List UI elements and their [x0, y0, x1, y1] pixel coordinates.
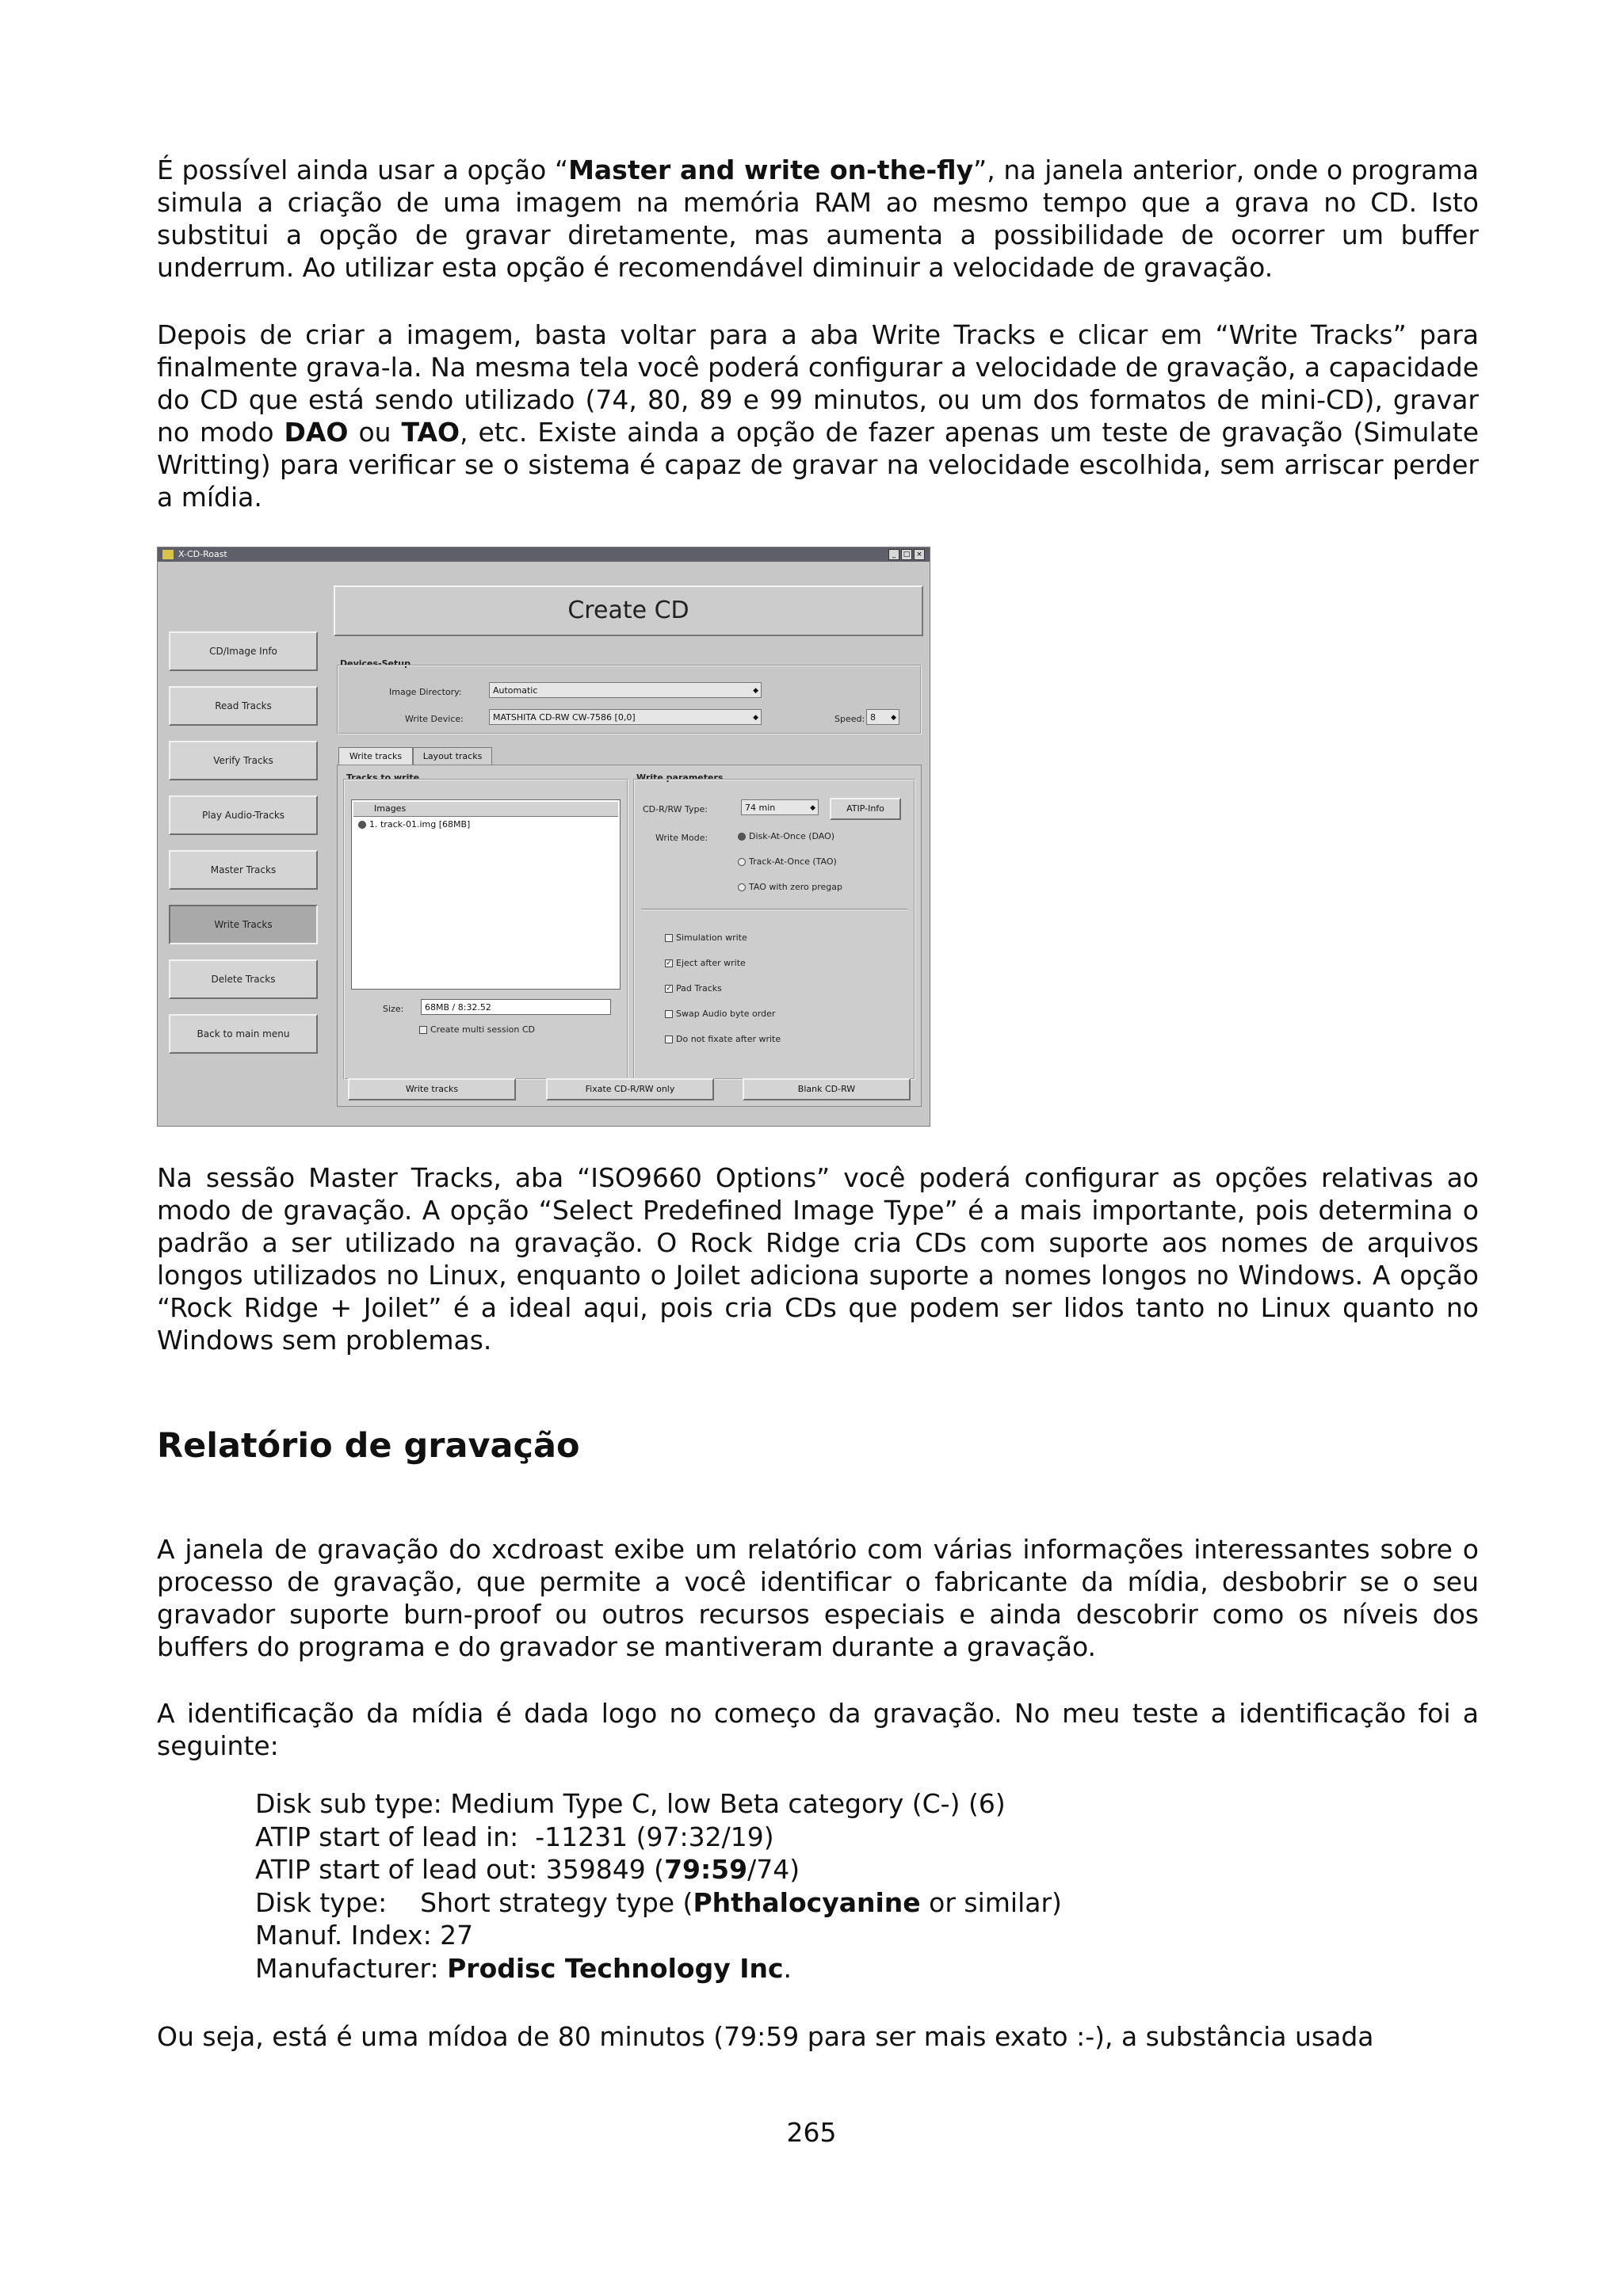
write-device-value: MATSHITA CD-RW CW-7586 [0,0]: [493, 712, 636, 723]
devices-setup-label: Devices-Setup: [340, 658, 411, 669]
window-title: X-CD-Roast: [178, 549, 227, 559]
p1-text: É possível ainda usar a opção “: [157, 154, 569, 185]
write-mode-label: Write Mode:: [655, 833, 708, 843]
divider: [641, 909, 907, 910]
window-titlebar: [158, 547, 930, 562]
disk-type-text-end: or similar): [920, 1886, 1062, 1918]
media-identification-block: [255, 1787, 1062, 1985]
tracks-list[interactable]: [351, 799, 621, 990]
write-mode-tao-zero-pregap-radio[interactable]: [738, 882, 842, 892]
checkbox-checked-icon: ✓: [666, 985, 672, 993]
app-icon: [162, 550, 174, 559]
write-parameters-label: Write parameters: [636, 772, 724, 783]
list-item[interactable]: [358, 819, 470, 830]
swap-audio-byte-order-label: Swap Audio byte order: [676, 1009, 776, 1019]
lead-in-line: ATIP start of lead in: -11231 (97:32/19): [255, 1821, 774, 1852]
paragraph-master-on-the-fly: [157, 154, 1479, 284]
paragraph-write-tracks: [157, 318, 1479, 513]
page-number: 265: [786, 2117, 837, 2148]
p1-text-cont: ”, na janela anterior, onde o programa simula a criação de uma imagem na memória RAM ao mesmo tempo que a grava no CD. Isto substitui a opção de gravar diretamente, mas aumenta a possibilidade de ocorrer um buffer underrum. Ao utilizar esta opção é recomendável diminuir a velocidade de gravação.: [157, 154, 1479, 283]
sidebar-item-master-tracks[interactable]: Master Tracks: [169, 850, 318, 890]
write-mode-dao-radio[interactable]: [738, 831, 834, 841]
maximize-icon[interactable]: □: [901, 549, 912, 560]
speed-spinner[interactable]: [866, 709, 899, 725]
multi-session-checkbox[interactable]: [419, 1024, 535, 1035]
write-mode-dao-label: Disk-At-Once (DAO): [749, 831, 835, 841]
spin-arrows-icon: ◆: [891, 714, 896, 722]
sidebar-item-play-audio-tracks[interactable]: Play Audio-Tracks: [169, 795, 318, 835]
cdrw-type-value: 74 min: [745, 803, 776, 813]
disk-type-bold: Phthalocyanine: [693, 1886, 921, 1918]
manufacturer-text-end: .: [783, 1952, 792, 1984]
pad-tracks-label: Pad Tracks: [676, 983, 722, 994]
section-heading: Relatório de gravação: [157, 1426, 580, 1466]
chevron-down-icon: ◆: [810, 804, 815, 812]
track-selected-icon: [358, 821, 366, 829]
simulation-write-checkbox[interactable]: [665, 933, 747, 943]
eject-after-write-checkbox[interactable]: [665, 958, 746, 968]
pad-tracks-checkbox[interactable]: [665, 983, 722, 994]
p1-bold: Master and write on-the-fly: [568, 154, 974, 185]
write-mode-tao-label: Track-At-Once (TAO): [749, 856, 837, 867]
checkbox-icon: [665, 1010, 673, 1018]
tracks-to-write-label: Tracks to write: [346, 772, 420, 783]
lead-out-text-end: /74): [747, 1854, 800, 1885]
sidebar-item-verify-tracks[interactable]: Verify Tracks: [169, 741, 318, 780]
paragraph-conclusion: Ou seja, está é uma mídoa de 80 minutos (79:59 para ser mais exato :-), a substância usada: [157, 2021, 1374, 2052]
speed-value: 8: [870, 712, 876, 723]
disk-type-line: [255, 1886, 1062, 1920]
list-header-images[interactable]: Images: [353, 802, 618, 817]
do-not-fixate-label: Do not fixate after write: [676, 1034, 781, 1044]
sidebar-item-cd-image-info[interactable]: CD/Image Info: [169, 631, 318, 671]
write-mode-tao-radio[interactable]: [738, 856, 837, 867]
write-device-select[interactable]: [489, 709, 762, 725]
close-icon[interactable]: ×: [914, 549, 925, 560]
checkbox-checked-icon: ✓: [666, 959, 672, 967]
paragraph-media-identification: A identificação da mídia é dada logo no começo da gravação. No meu teste a identificação foi a seguinte:: [157, 1698, 1479, 1761]
radio-selected-icon: [738, 833, 746, 841]
disk-type-text: Disk type: Short strategy type (: [255, 1886, 693, 1918]
sidebar-item-read-tracks[interactable]: Read Tracks: [169, 686, 318, 726]
lead-out-bold: 79:59: [664, 1854, 748, 1885]
do-not-fixate-checkbox[interactable]: [665, 1034, 781, 1044]
size-field: 68MB / 8:32.52: [421, 999, 611, 1015]
sidebar-item-back-to-main-menu[interactable]: Back to main menu: [169, 1014, 318, 1054]
simulation-write-label: Simulation write: [676, 933, 747, 943]
cdrw-type-select[interactable]: [741, 799, 819, 815]
image-directory-label: Image Directory:: [389, 687, 462, 697]
write-device-label: Write Device:: [405, 714, 464, 724]
radio-icon: [738, 858, 746, 866]
blank-cdrw-button[interactable]: Blank CD-RW: [743, 1078, 911, 1100]
fixate-cdrw-only-button[interactable]: Fixate CD-R/RW only: [546, 1078, 714, 1100]
chevron-down-icon: ◆: [753, 687, 758, 695]
page-title: Create CD: [334, 585, 923, 636]
atip-info-button[interactable]: ATIP-Info: [830, 798, 901, 820]
paragraph-report-window: A janela de gravação do xcdroast exibe um relatório com várias informações interessantes sobre o processo de gravação, que permite a você identificar o fabricante da mídia, desbobrir se o seu gravador suporte burn-proof ou outros recursos especiais e ainda descobrir como os níveis dos buffers do programa e do gravador se mantiveram durante a gravação.: [157, 1534, 1479, 1662]
write-mode-tao-zero-label: TAO with zero pregap: [749, 882, 842, 892]
manufacturer-bold: Prodisc Technology Inc: [447, 1952, 784, 1984]
track-item-label: 1. track-01.img [68MB]: [369, 819, 471, 830]
lead-out-text: ATIP start of lead out: 359849 (: [255, 1854, 665, 1885]
swap-audio-byte-order-checkbox[interactable]: [665, 1009, 775, 1019]
speed-label: Speed:: [834, 714, 865, 724]
disk-sub-type-line: Disk sub type: Medium Type C, low Beta category (C-) (6): [255, 1788, 1006, 1819]
image-directory-select[interactable]: [489, 682, 762, 698]
multi-session-label: Create multi session CD: [430, 1024, 536, 1035]
write-tracks-button[interactable]: Write tracks: [348, 1078, 516, 1100]
checkbox-icon: [419, 1026, 427, 1034]
tab-write-tracks[interactable]: Write tracks: [338, 747, 413, 765]
sidebar-item-write-tracks[interactable]: Write Tracks: [169, 905, 318, 944]
minimize-icon[interactable]: _: [888, 549, 899, 560]
cdrw-type-label: CD-R/RW Type:: [643, 804, 708, 814]
xcdroast-screenshot: [157, 547, 930, 1127]
manufacturer-text: Manufacturer:: [255, 1952, 448, 1984]
p2-bold-dao: DAO: [284, 417, 349, 448]
checkbox-icon: [665, 934, 673, 942]
eject-after-write-label: Eject after write: [676, 958, 746, 968]
tab-layout-tracks[interactable]: Layout tracks: [413, 747, 492, 765]
p2-text-ou: ou: [348, 417, 402, 448]
radio-icon: [738, 883, 746, 891]
p2-text: Depois de criar a imagem, basta voltar para a aba Write Tracks e clicar em “Write Tracks” para finalmente grava-la. Na mesma tela você poderá configurar a velocidade de gravação, a capacidade do CD que está sendo utilizado (74, 80, 89 e 99 minutos, ou um dos formatos de mini-CD), gravar no modo: [157, 319, 1479, 448]
manuf-index-line: Manuf. Index: 27: [255, 1920, 474, 1951]
image-directory-value: Automatic: [493, 685, 538, 696]
sidebar-item-delete-tracks[interactable]: Delete Tracks: [169, 959, 318, 999]
p2-text-cont: , etc. Existe ainda a opção de fazer apenas um teste de gravação (Simulate Writting) para verificar se o sistema é capaz de gravar na velocidade escolhida, sem arriscar perder a mídia.: [157, 417, 1479, 513]
size-label: Size:: [383, 1004, 404, 1014]
manufacturer-line: [255, 1952, 1062, 1985]
checkbox-icon: [665, 1035, 673, 1043]
chevron-down-icon: ◆: [753, 714, 758, 722]
lead-out-line: [255, 1853, 1062, 1886]
paragraph-master-tracks: Na sessão Master Tracks, aba “ISO9660 Options” você poderá configurar as opções relativas ao modo de gravação. A opção “Select Predefined Image Type” é a mais importante, pois determina o padrão a ser utilizado na gravação. O Rock Ridge cria CDs com suporte aos nomes de arquivos longos utilizados no Linux, enquanto o Joilet adiciona suporte a nomes longos no Windows. A opção “Rock Ridge + Joilet” é a ideal aqui, pois cria CDs que podem ser lidos tanto no Linux quanto no Windows sem problemas.: [157, 1162, 1479, 1356]
p2-bold-tao: TAO: [401, 417, 460, 448]
